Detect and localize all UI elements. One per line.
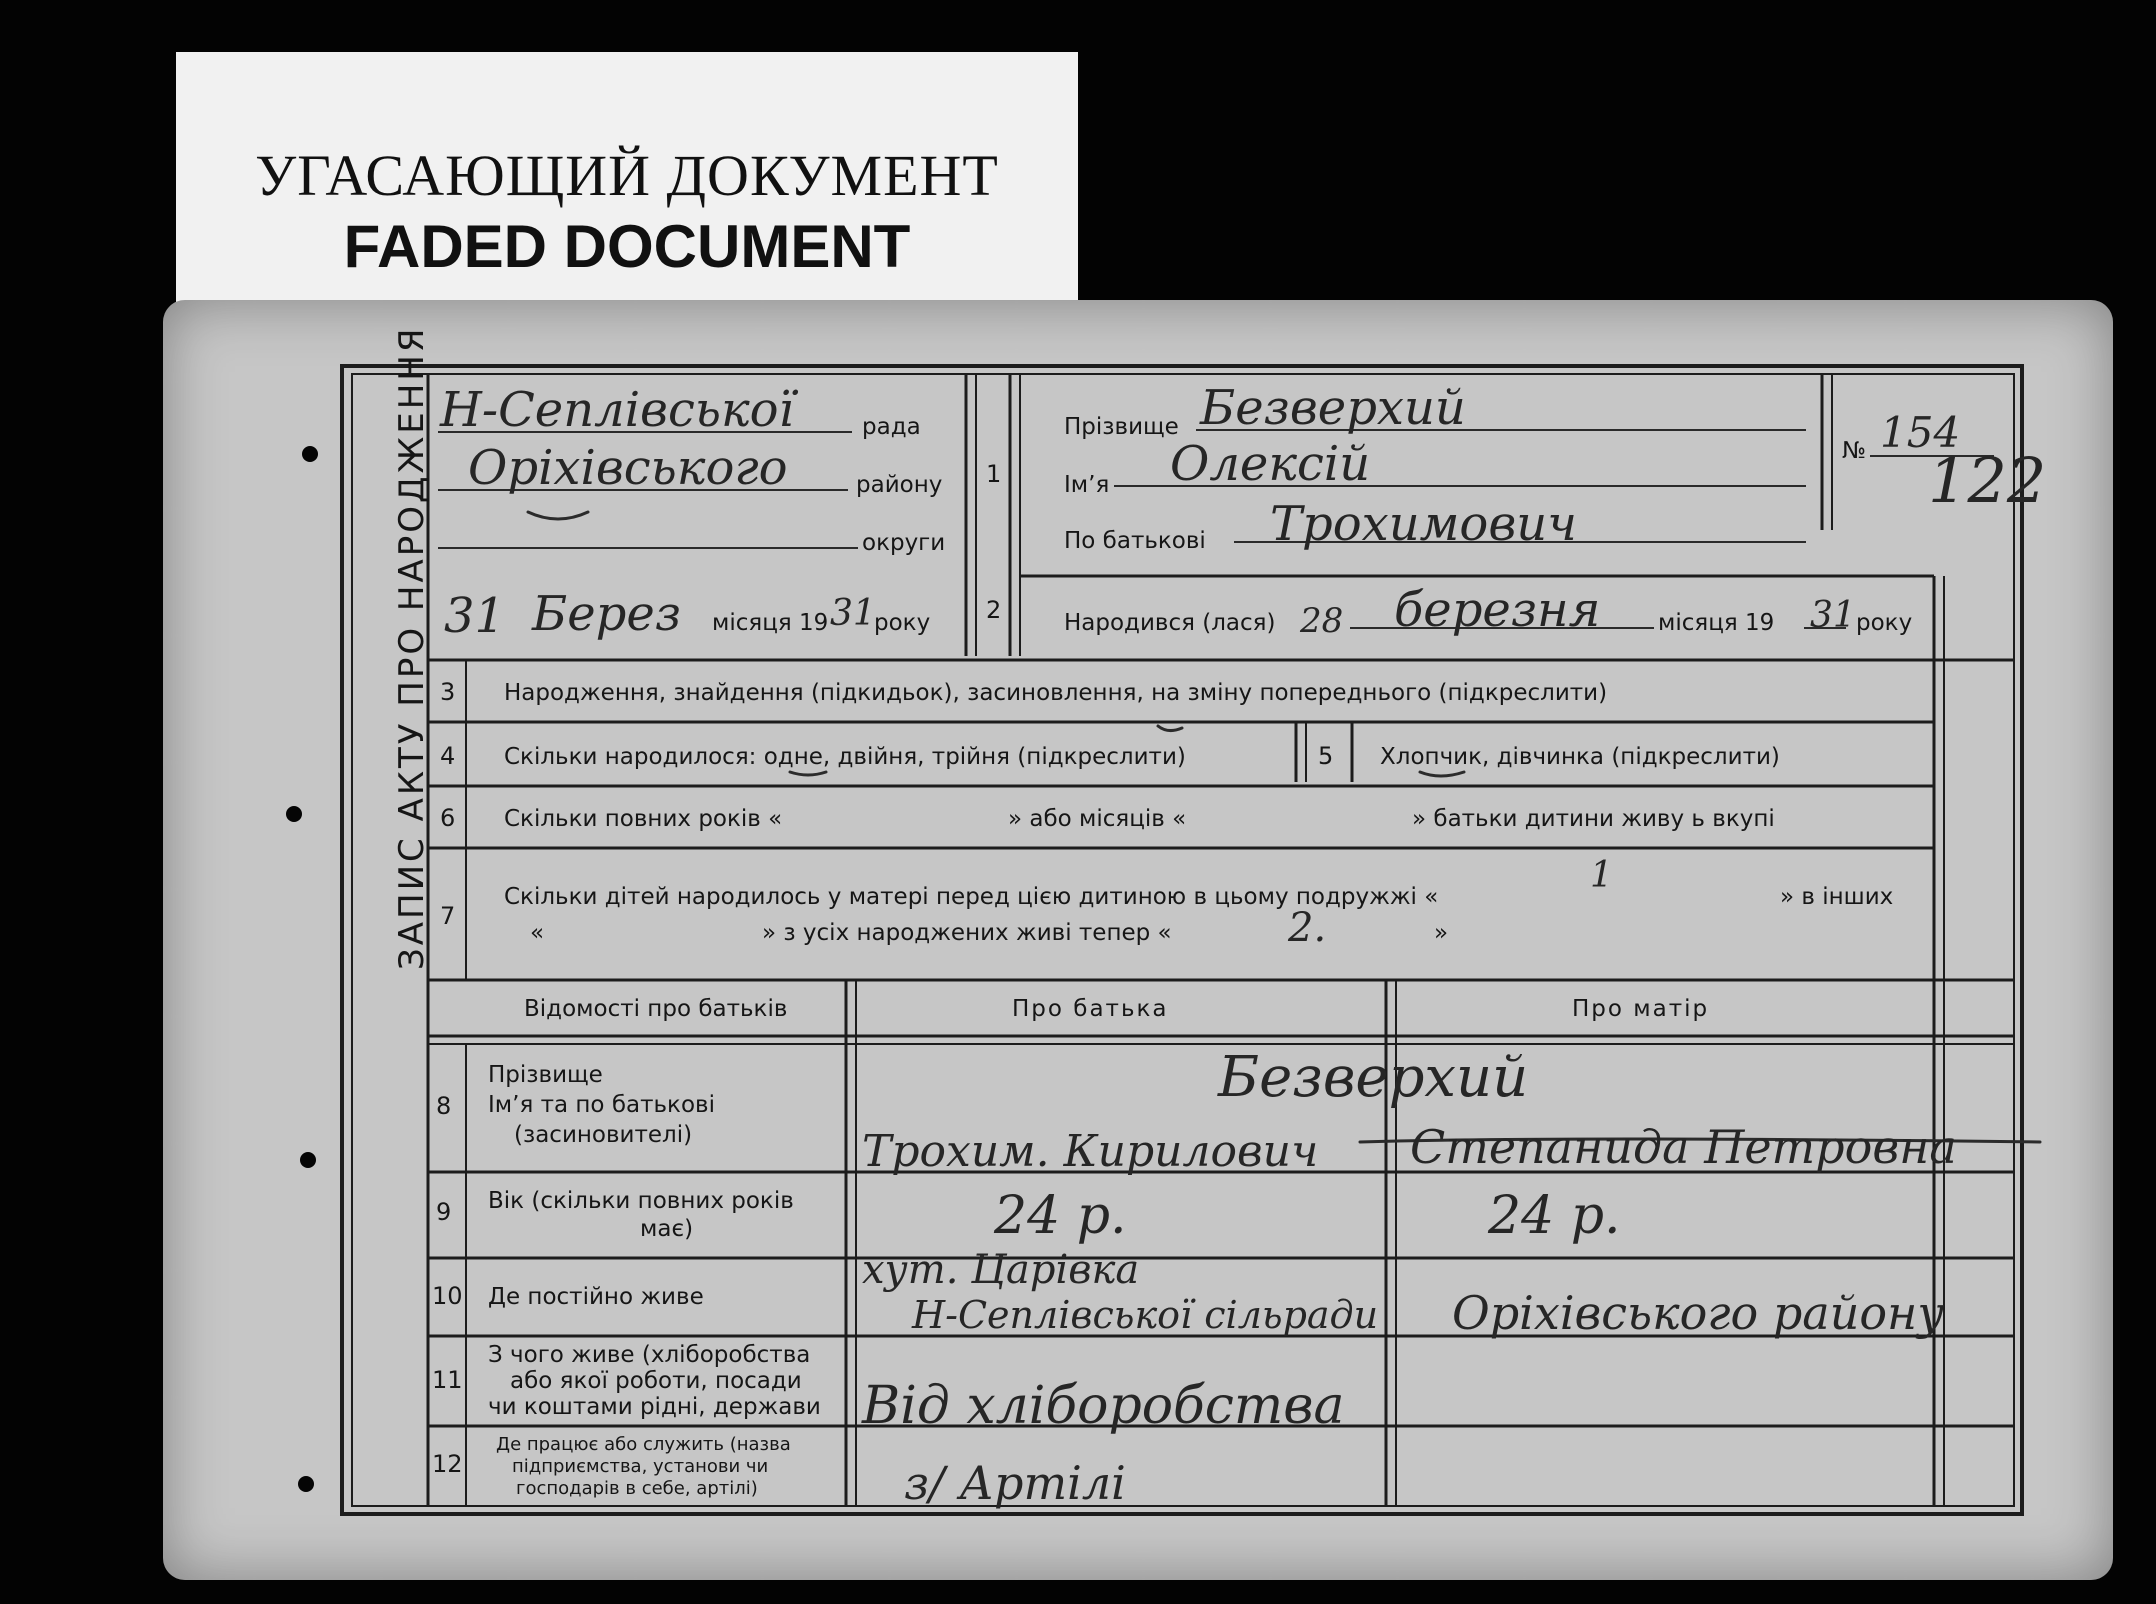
handwritten-residence-1: хут. Царівка [862, 1247, 1140, 1293]
label-russian: УГАСАЮЩИЙ ДОКУМЕНТ [255, 143, 999, 208]
row-7-text-1: Скільки дітей народилось у матері перед цією дитиною в цьому подружжі « [504, 884, 1439, 910]
row-12-label-1: Де працює або служить (назва [496, 1434, 791, 1455]
name-label: Ім’я [1064, 472, 1110, 498]
handwritten-child-name: Олексій [1170, 436, 1371, 492]
row-7-text-5: » [1434, 920, 1449, 946]
row-6-together: » батьки дитини живу ь вкупі [1412, 806, 1775, 832]
row-number: 1 [986, 460, 1002, 488]
handwritten-rada: Н-Сеплівської [440, 382, 794, 438]
handwritten-birth-year: 31 [1810, 595, 1856, 636]
handwritten-reg-month: Берез [532, 586, 681, 642]
handwritten-number: 154 [1880, 408, 1961, 457]
handwritten-birth-day: 28 [1300, 601, 1344, 641]
row-8-label-3: (засиновителі) [514, 1122, 693, 1148]
handwritten-child-surname: Безверхий [1200, 380, 1466, 436]
row-6-years: Скільки повних років « [504, 806, 783, 832]
row-7-text-3: « [530, 920, 545, 946]
col-header-mother: Про матір [1572, 996, 1710, 1022]
row-7-text-2: » в інших [1780, 884, 1894, 910]
col-header-father: Про батька [1012, 996, 1169, 1022]
reg-month-label: місяця 19 [712, 610, 829, 636]
rada-label: рада [862, 414, 921, 440]
row-number: 4 [440, 742, 456, 770]
handwritten-father-name: Трохим. Кирилович [862, 1126, 1319, 1177]
row-number: 12 [432, 1450, 463, 1478]
reg-year-label: року [874, 610, 931, 636]
handwritten-parents-surname: Безверхий [1218, 1045, 1529, 1110]
col-header-info: Відомості про батьків [524, 996, 788, 1022]
row-number: 9 [436, 1198, 452, 1226]
row-3-text: Народження, знайдення (підкидьок), засиновлення, на зміну попереднього (підкреслити) [504, 680, 1608, 706]
row-8-label-1: Прізвище [488, 1062, 603, 1088]
handwritten-child-patronymic: Трохимович [1270, 496, 1578, 552]
row-6-months: » або місяців « [1008, 806, 1187, 832]
patronymic-label: По батькові [1064, 528, 1206, 554]
record-title-vertical: ЗАПИС АКТУ ПРО НАРОДЖЕННЯ [392, 325, 432, 970]
row-11-label-3: чи коштами рідні, держави [488, 1394, 821, 1420]
row-12-label-3: господарів в себе, артілі) [516, 1478, 758, 1499]
row-11-label-1: З чого живе (хліборобства [488, 1342, 811, 1368]
raionu-label: району [856, 472, 943, 498]
handwritten-reg-day: 31 [444, 588, 506, 644]
handwritten-residence-2: Н-Сеплівської сільради [912, 1293, 1379, 1337]
row-number: 10 [432, 1282, 463, 1310]
row-number: 8 [436, 1092, 452, 1120]
row-5-text: Хлопчик, дівчинка (підкреслити) [1380, 744, 1780, 770]
row-11-label-2: або якої роботи, посади [510, 1368, 802, 1394]
row-number: 11 [432, 1366, 463, 1394]
handwritten-reg-year: 31 [830, 593, 876, 634]
surname-label: Прізвище [1064, 414, 1179, 440]
okrugy-label: округи [862, 530, 946, 556]
row-number: 5 [1318, 742, 1334, 770]
birth-year-label: року [1856, 610, 1913, 636]
handwritten-father-age: 24 р. [994, 1186, 1127, 1246]
handwritten-mother-age: 24 р. [1488, 1186, 1621, 1246]
handwritten-living-children: 2. [1288, 905, 1327, 951]
row-number: 7 [440, 902, 456, 930]
handwritten-prior-children: 1 [1590, 855, 1613, 896]
handwritten-residence-3: Оріхівського району [1452, 1286, 1945, 1340]
handwritten-birth-month: березня [1394, 582, 1601, 638]
row-7-text-4: » з усіх народжених живі тепер « [762, 920, 1172, 946]
row-number: 3 [440, 678, 456, 706]
handwritten-raion: Оріхівського [468, 440, 788, 496]
handwritten-livelihood: Від хліборобства [862, 1376, 1345, 1436]
born-label: Народився (лася) [1064, 610, 1276, 636]
row-number: 6 [440, 804, 456, 832]
label-english: FADED DOCUMENT [343, 213, 911, 280]
row-4-text: Скільки народилося: одне, двійня, трійня (підкреслити) [504, 744, 1186, 770]
handwritten-number-alt: 122 [1928, 444, 2047, 517]
row-12-label-2: підприємства, установи чи [512, 1456, 769, 1477]
handwritten-workplace: з/ Артілі [904, 1456, 1126, 1510]
row-number: 2 [986, 596, 1002, 624]
row-9-label-1: Вік (скільки повних років [488, 1188, 794, 1214]
row-10-label: Де постійно живе [488, 1284, 704, 1310]
row-8-label-2: Ім’я та по батькові [488, 1092, 715, 1118]
birth-month-label: місяця 19 [1658, 610, 1775, 636]
row-9-label-2: має) [640, 1216, 694, 1242]
number-label: № [1842, 438, 1866, 464]
handwritten-mother-name: Степанида Петровна [1410, 1120, 1957, 1174]
